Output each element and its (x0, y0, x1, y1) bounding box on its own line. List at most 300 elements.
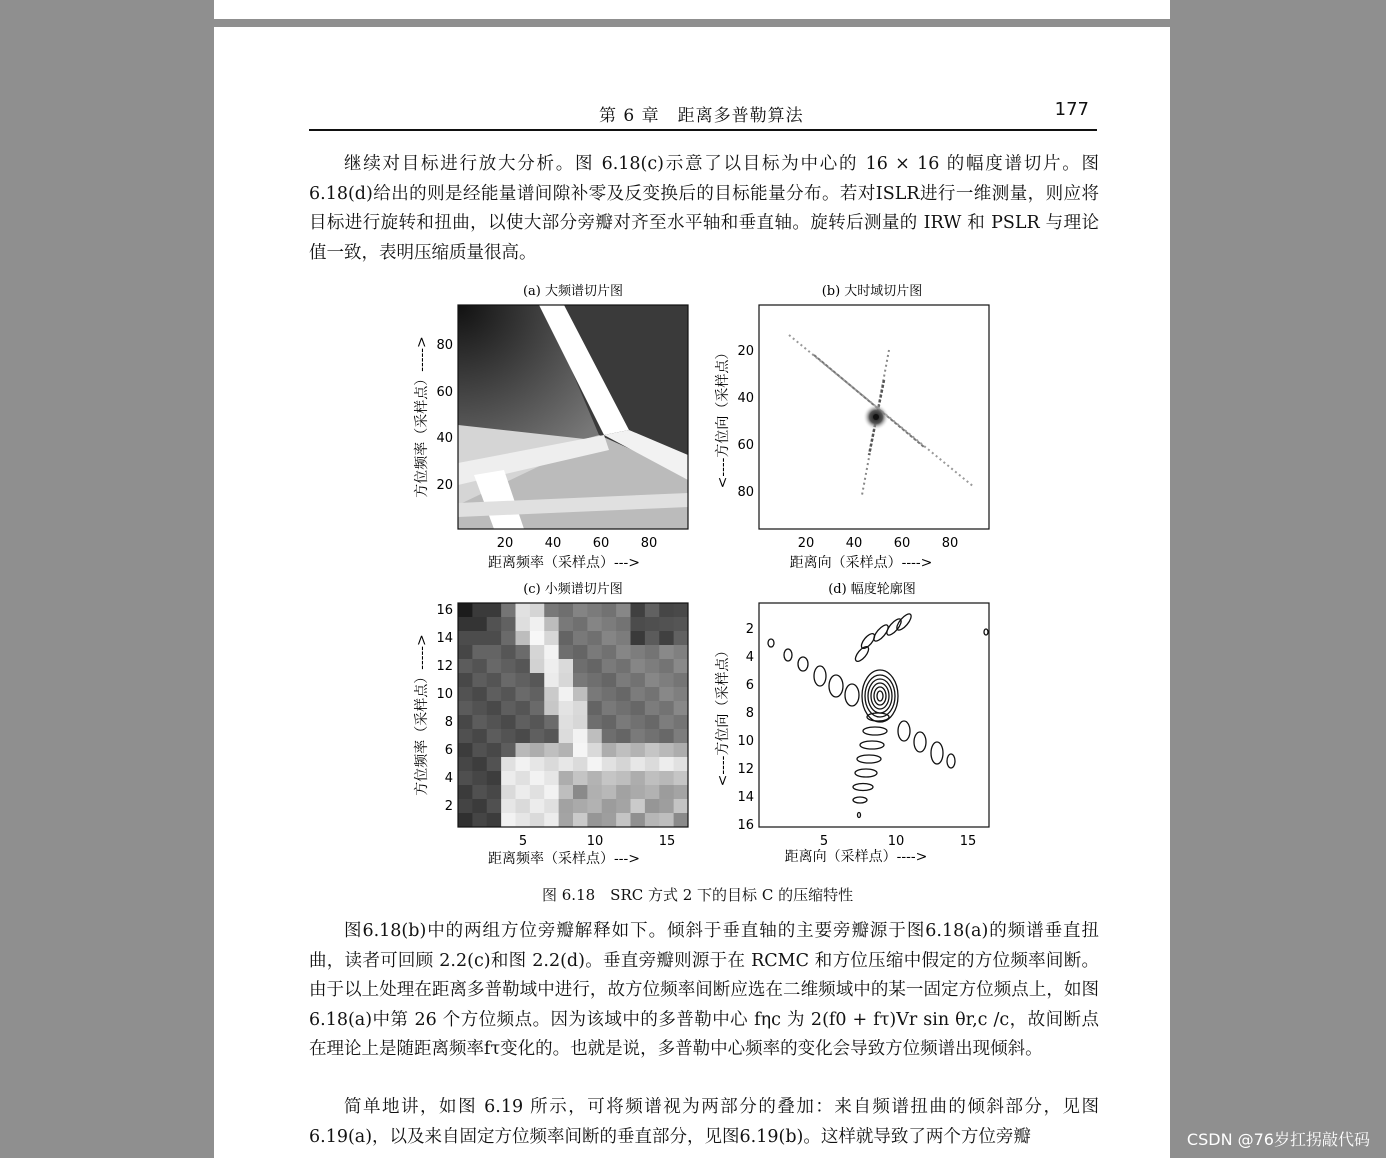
panel-c-cell (587, 645, 602, 660)
panel-c-cell (458, 743, 473, 758)
panel-d-ytick: 16 (737, 818, 754, 833)
panel-c-cell (602, 659, 617, 674)
panel-c-cell (501, 645, 516, 660)
panel-c-cell (645, 701, 660, 716)
panel-c-cell (674, 687, 689, 702)
panel-c-cell (573, 785, 588, 800)
panel-c-cell (645, 617, 660, 632)
panel-c-cell (616, 645, 631, 660)
panel-c-cell (487, 617, 502, 632)
panel-c-cell (458, 799, 473, 814)
panel-c-image (458, 603, 689, 828)
panel-c-cell (645, 715, 660, 730)
panel-b-xtick: 40 (845, 536, 863, 551)
panel-c-cell (587, 785, 602, 800)
panel-c-cell (559, 715, 574, 730)
panel-c-cell (458, 813, 473, 828)
panel-c-cell (645, 631, 660, 646)
panel-c-cell (616, 757, 631, 772)
panel-c-xtick: 5 (518, 834, 528, 849)
panel-c-cell (631, 659, 646, 674)
panel-c-cell (559, 771, 574, 786)
panel-c-cell (659, 743, 674, 758)
panel-c-cell (645, 687, 660, 702)
panel-c-cell (602, 687, 617, 702)
panel-c-cell (659, 771, 674, 786)
panel-c-cell (587, 715, 602, 730)
panel-c-cell (616, 729, 631, 744)
panel-a-title: (a) 大频谱切片图 (522, 284, 624, 299)
panel-c-cell (573, 687, 588, 702)
panel-c-cell (544, 645, 559, 660)
panel-a-ytick: 80 (436, 338, 453, 353)
panel-c-cell (645, 743, 660, 758)
panel-d-ytick: 2 (745, 622, 754, 637)
panel-c-cell (530, 729, 545, 744)
panel-c-cell (587, 687, 602, 702)
panel-c-cell (631, 645, 646, 660)
panel-c-cell (674, 757, 689, 772)
panel-c-xlabel: 距离频率（采样点）---> (488, 851, 640, 867)
panel-b-ytick: 60 (737, 438, 754, 453)
panel-c-ytick: 8 (444, 715, 453, 730)
panel-c-cell (587, 799, 602, 814)
panel-c-cell (616, 631, 631, 646)
panel-c-cell (530, 743, 545, 758)
panel-d-xtick: 5 (819, 834, 829, 849)
panel-c-cell (458, 771, 473, 786)
panel-c-cell (631, 813, 646, 828)
panel-c-cell (516, 729, 531, 744)
panel-c-cell (544, 701, 559, 716)
panel-c-cell (674, 673, 689, 688)
book-page (214, 27, 1170, 1158)
panel-c-cell (674, 617, 689, 632)
panel-b-ylabel: <----方位向（采样点） (715, 345, 731, 489)
panel-c-cell (631, 743, 646, 758)
panel-c-cell (674, 701, 689, 716)
panel-c-cell (501, 617, 516, 632)
panel-c-cell (516, 687, 531, 702)
panel-c-cell (487, 659, 502, 674)
panel-c-cell (559, 603, 574, 618)
panel-c-cell (573, 799, 588, 814)
panel-c-xtick: 15 (658, 834, 676, 849)
panel-c-cell (544, 715, 559, 730)
panel-c-cell (559, 659, 574, 674)
panel-c-cell (472, 771, 487, 786)
panel-c-cell (458, 617, 473, 632)
panel-c-cell (645, 785, 660, 800)
panel-c-cell (631, 771, 646, 786)
panel-c-cell (573, 813, 588, 828)
panel-c-cell (530, 813, 545, 828)
panel-c-cell (501, 673, 516, 688)
panel-b-xtick: 80 (941, 536, 959, 551)
panel-c-cell (659, 813, 674, 828)
panel-c-cell (631, 701, 646, 716)
panel-c-cell (587, 813, 602, 828)
panel-c-cell (573, 743, 588, 758)
panel-c-cell (544, 785, 559, 800)
panel-c-cell (516, 659, 531, 674)
panel-c-cell (645, 729, 660, 744)
panel-c-cell (472, 715, 487, 730)
panel-b-xlabel: 距离向（采样点）----> (789, 555, 933, 571)
panel-c-cell (516, 631, 531, 646)
panel-b-xtick: 60 (893, 536, 911, 551)
panel-c-cell (501, 771, 516, 786)
panel-a-ytick: 60 (436, 385, 453, 400)
panel-c-cell (530, 631, 545, 646)
panel-c-ytick: 16 (436, 603, 453, 618)
panel-c-cell (530, 799, 545, 814)
panel-c-cell (631, 687, 646, 702)
panel-c-cell (616, 673, 631, 688)
panel-c-cell (458, 631, 473, 646)
panel-c-cell (458, 715, 473, 730)
panel-c-cell (501, 687, 516, 702)
panel-c-cell (559, 743, 574, 758)
watermark: CSDN @76岁扛拐敲代码 (1186, 1130, 1370, 1149)
panel-c-cell (674, 771, 689, 786)
panel-c-cell (544, 743, 559, 758)
panel-c-cell (472, 785, 487, 800)
panel-c-cell (587, 701, 602, 716)
panel-c-cell (516, 785, 531, 800)
panel-c-cell (487, 813, 502, 828)
panel-c-cell (616, 701, 631, 716)
panel-c-cell (587, 757, 602, 772)
panel-c-cell (616, 715, 631, 730)
panel-c-cell (645, 659, 660, 674)
panel-c-cell (516, 673, 531, 688)
panel-d-ytick: 6 (745, 678, 754, 693)
panel-a-xlabel: 距离频率（采样点）---> (488, 555, 640, 571)
panel-a-ytick: 40 (436, 431, 453, 446)
panel-c-cell (631, 729, 646, 744)
panel-c-cell (645, 771, 660, 786)
panel-c-cell (501, 729, 516, 744)
panel-c-cell (501, 603, 516, 618)
figure-svg (394, 275, 1014, 875)
panel-c-cell (659, 617, 674, 632)
panel-c-cell (573, 715, 588, 730)
panel-c-cell (659, 673, 674, 688)
panel-c-cell (674, 603, 689, 618)
panel-c-cell (659, 785, 674, 800)
panel-c-cell (544, 603, 559, 618)
panel-c-cell (487, 687, 502, 702)
panel-c-cell (487, 785, 502, 800)
panel-c-cell (602, 743, 617, 758)
chapter-title: 第 6 章 距离多普勒算法 (599, 106, 804, 126)
figure-6-18 (394, 275, 1014, 915)
panel-c-xtick: 10 (586, 834, 604, 849)
panel-c-cell (602, 673, 617, 688)
panel-c-cell (501, 743, 516, 758)
page-number: 177 (1054, 99, 1089, 120)
panel-c-cell (616, 799, 631, 814)
panel-c-cell (559, 785, 574, 800)
panel-c-cell (674, 729, 689, 744)
panel-c-ytick: 2 (444, 799, 453, 814)
panel-c-cell (559, 673, 574, 688)
panel-c-ylabel: 方位频率（采样点）-----> (414, 634, 430, 796)
panel-d-ytick: 8 (745, 706, 754, 721)
panel-c-cell (616, 813, 631, 828)
panel-c-cell (559, 645, 574, 660)
panel-c-cell (631, 715, 646, 730)
panel-c-cell (530, 715, 545, 730)
panel-c-cell (472, 603, 487, 618)
panel-c-cell (659, 659, 674, 674)
panel-c-cell (501, 757, 516, 772)
panel-c-cell (631, 617, 646, 632)
panel-c-cell (573, 603, 588, 618)
panel-d-ytick: 12 (737, 762, 754, 777)
panel-c-cell (659, 729, 674, 744)
panel-c-cell (674, 659, 689, 674)
panel-c-cell (487, 603, 502, 618)
panel-c-cell (501, 799, 516, 814)
panel-c-cell (645, 813, 660, 828)
panel-c-cell (544, 659, 559, 674)
panel-c-cell (516, 813, 531, 828)
panel-c-cell (674, 743, 689, 758)
panel-c-cell (487, 757, 502, 772)
panel-c-cell (559, 757, 574, 772)
panel-c-cell (487, 799, 502, 814)
panel-c-cell (587, 631, 602, 646)
panel-c-cell (487, 631, 502, 646)
panel-c-cell (501, 659, 516, 674)
paragraph-1: 继续对目标进行放大分析。图 6.18(c)示意了以目标为中心的 16 × 16 的幅度谱切片。图6.18(d)给出的则是经能量谱间隙补零及反变换后的目标能量分布。若对ISLR进行一维测量，则应将目标进行旋转和扭曲，以使大部分旁瓣对齐至水平轴和垂直轴。旋转后测量的 IRW 和 PSLR 与理论值一致，表明压缩质量很高。 (309, 154, 1099, 263)
panel-c-cell (616, 659, 631, 674)
panel-c-cell (530, 645, 545, 660)
panel-b-ytick: 80 (737, 485, 754, 500)
panel-c-cell (659, 603, 674, 618)
panel-c-cell (587, 603, 602, 618)
panel-c-ytick: 4 (444, 771, 453, 786)
panel-a-image (458, 305, 688, 529)
panel-c-cell (559, 799, 574, 814)
panel-c-cell (587, 617, 602, 632)
panel-c-cell (616, 785, 631, 800)
panel-c-cell (602, 631, 617, 646)
panel-c-cell (530, 757, 545, 772)
panel-c-cell (645, 799, 660, 814)
panel-c-cell (501, 715, 516, 730)
panel-c-cell (559, 729, 574, 744)
panel-c-cell (516, 771, 531, 786)
panel-c-cell (487, 673, 502, 688)
panel-d-ytick: 14 (737, 790, 754, 805)
panel-c-cell (516, 617, 531, 632)
previous-page-edge (214, 0, 1170, 19)
panel-c-cell (559, 617, 574, 632)
panel-c-cell (472, 617, 487, 632)
panel-b-ytick: 20 (737, 344, 754, 359)
panel-c-cell (645, 603, 660, 618)
panel-b-xtick: 20 (797, 536, 815, 551)
panel-c-cell (573, 645, 588, 660)
panel-c-cell (645, 645, 660, 660)
panel-c-cell (587, 743, 602, 758)
panel-c-cell (472, 799, 487, 814)
paragraph-3: 简单地讲，如图 6.19 所示，可将频谱视为两部分的叠加：来自频谱扭曲的倾斜部分，见图6.19(a)，以及来自固定方位频率间断的垂直部分，见图6.19(b)。这样就导致了两个方位旁瓣 (309, 1097, 1099, 1147)
panel-c-cell (530, 603, 545, 618)
panel-c-title: (c) 小频谱切片图 (523, 582, 623, 597)
panel-c-cell (602, 645, 617, 660)
panel-c-cell (602, 813, 617, 828)
panel-c-ytick: 10 (436, 687, 453, 702)
panel-c-cell (573, 757, 588, 772)
panel-c-cell (458, 645, 473, 660)
panel-c-cell (458, 603, 473, 618)
panel-c-cell (674, 631, 689, 646)
panel-c-cell (544, 617, 559, 632)
panel-c-ytick: 14 (436, 631, 453, 646)
panel-c-cell (544, 673, 559, 688)
panel-c-cell (616, 603, 631, 618)
panel-c-cell (472, 743, 487, 758)
panel-c-cell (573, 771, 588, 786)
panel-c-cell (573, 673, 588, 688)
panel-a-xtick: 40 (544, 536, 562, 551)
panel-d-ytick: 10 (737, 734, 754, 749)
panel-d-xlabel: 距离向（采样点）----> (784, 849, 928, 865)
panel-d-ylabel: <----方位向（采样点） (715, 643, 731, 787)
panel-c-cell (573, 701, 588, 716)
panel-c-cell (472, 631, 487, 646)
panel-c-cell (659, 687, 674, 702)
panel-c-cell (616, 743, 631, 758)
panel-c-cell (659, 715, 674, 730)
panel-c-cell (530, 785, 545, 800)
panel-c-cell (544, 729, 559, 744)
panel-c-cell (530, 771, 545, 786)
panel-a-ylabel: 方位频率（采样点）-----> (414, 336, 430, 498)
panel-c-cell (530, 617, 545, 632)
figure-caption: 图 6.18 SRC 方式 2 下的目标 C 的压缩特性 (542, 886, 854, 904)
panel-c-cell (544, 771, 559, 786)
panel-c-cell (530, 659, 545, 674)
panel-c-cell (487, 743, 502, 758)
panel-c-cell (472, 673, 487, 688)
panel-c-cell (530, 687, 545, 702)
panel-c-cell (602, 715, 617, 730)
panel-c-cell (458, 757, 473, 772)
panel-b-title: (b) 大时域切片图 (821, 284, 923, 299)
panel-c-cell (602, 799, 617, 814)
panel-c-cell (602, 757, 617, 772)
panel-c-cell (559, 701, 574, 716)
panel-c-cell (516, 799, 531, 814)
panel-c-cell (530, 701, 545, 716)
panel-c-cell (602, 771, 617, 786)
panel-c-cell (458, 785, 473, 800)
panel-c-cell (631, 785, 646, 800)
panel-c-cell (659, 799, 674, 814)
panel-c-cell (587, 659, 602, 674)
panel-c-cell (516, 645, 531, 660)
panel-c-cell (631, 757, 646, 772)
panel-c-cell (487, 729, 502, 744)
panel-c-cell (573, 659, 588, 674)
panel-c-cell (487, 715, 502, 730)
panel-c-cell (544, 813, 559, 828)
panel-d-xtick: 10 (887, 834, 905, 849)
panel-c-cell (544, 757, 559, 772)
panel-c-cell (516, 757, 531, 772)
panel-c-cell (587, 771, 602, 786)
panel-c-cell (501, 631, 516, 646)
panel-c-cell (544, 631, 559, 646)
panel-c-cell (659, 701, 674, 716)
panel-c-cell (472, 729, 487, 744)
panel-c-cell (659, 631, 674, 646)
panel-a-xtick: 80 (640, 536, 658, 551)
panel-a-xtick: 60 (592, 536, 610, 551)
panel-c-cell (501, 701, 516, 716)
panel-c-cell (674, 785, 689, 800)
panel-d-title: (d) 幅度轮廓图 (828, 582, 916, 597)
panel-c-cell (631, 673, 646, 688)
panel-c-cell (458, 673, 473, 688)
panel-c-cell (458, 687, 473, 702)
panel-a-ytick: 20 (436, 478, 453, 493)
panel-c-cell (559, 687, 574, 702)
panel-c-cell (544, 687, 559, 702)
panel-c-cell (645, 757, 660, 772)
panel-c-cell (544, 799, 559, 814)
panel-c-cell (674, 799, 689, 814)
panel-c-cell (487, 771, 502, 786)
panel-c-cell (516, 603, 531, 618)
panel-c-cell (602, 701, 617, 716)
panel-c-cell (501, 813, 516, 828)
panel-c-cell (573, 617, 588, 632)
panel-b-ytick: 40 (737, 391, 754, 406)
panel-c-cell (516, 743, 531, 758)
panel-d-xtick: 15 (959, 834, 977, 849)
panel-c-cell (573, 631, 588, 646)
panel-c-cell (616, 771, 631, 786)
panel-c-cell (487, 701, 502, 716)
panel-c-cell (472, 757, 487, 772)
panel-c-cell (573, 729, 588, 744)
panel-c-cell (616, 617, 631, 632)
panel-c-cell (487, 645, 502, 660)
panel-c-cell (458, 659, 473, 674)
panel-c-cell (659, 645, 674, 660)
panel-c-cell (516, 701, 531, 716)
panel-c-ytick: 12 (436, 659, 453, 674)
panel-c-cell (602, 603, 617, 618)
panel-d-ytick: 4 (745, 650, 754, 665)
panel-c-cell (587, 729, 602, 744)
panel-c-ytick: 6 (444, 743, 453, 758)
panel-c-cell (458, 729, 473, 744)
panel-c-cell (530, 673, 545, 688)
panel-c-cell (501, 785, 516, 800)
panel-c-cell (631, 631, 646, 646)
panel-c-cell (645, 673, 660, 688)
panel-c-cell (631, 603, 646, 618)
panel-c-cell (602, 729, 617, 744)
panel-c-cell (674, 645, 689, 660)
